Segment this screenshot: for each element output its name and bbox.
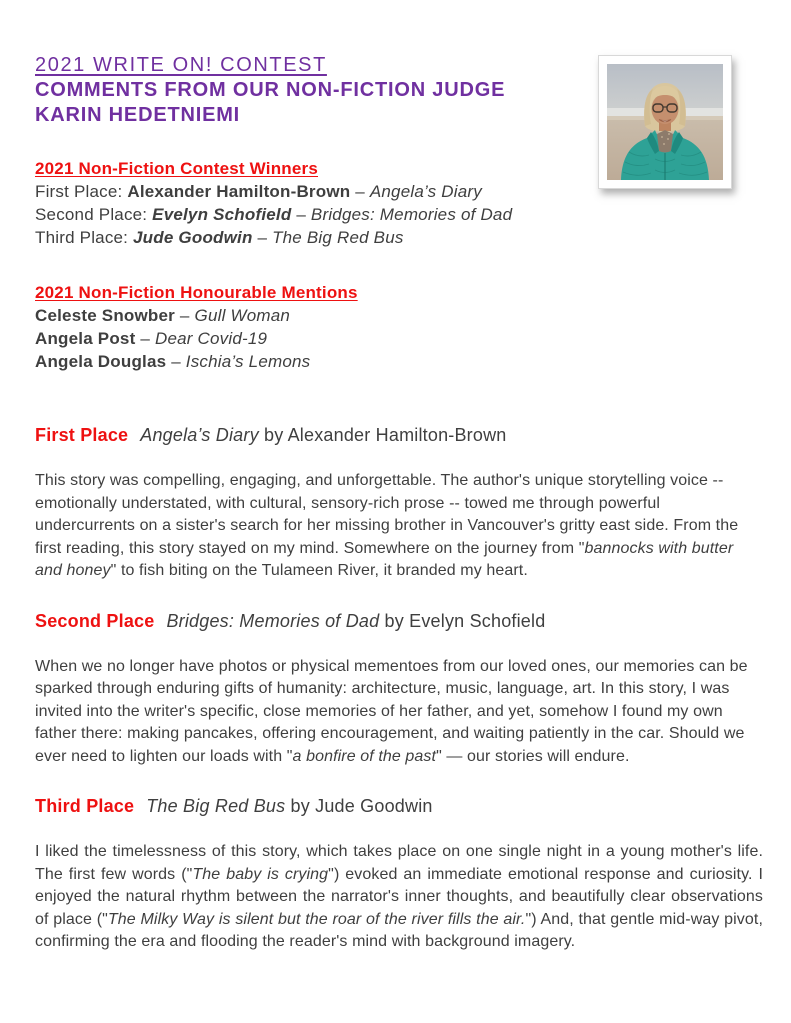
separator-dash: –: [135, 329, 155, 348]
section-heading: [35, 609, 763, 633]
mention-row: [35, 304, 595, 327]
place-label: Third Place:: [35, 228, 134, 247]
story-title: The Big Red Bus: [272, 228, 404, 247]
winners-section: [35, 157, 595, 249]
mention-row: [35, 350, 595, 373]
place-label: First Place:: [35, 182, 128, 201]
contest-title: 2021 WRITE ON! CONTEST: [35, 54, 327, 76]
winner-row-third: [35, 226, 595, 249]
first-place-section: [35, 423, 763, 583]
separator-dash: –: [350, 182, 370, 201]
separator-dash: –: [175, 306, 195, 325]
place-label: Third Place: [35, 796, 135, 816]
mentions-heading: 2021 Non-Fiction Honourable Mentions: [35, 283, 358, 302]
third-place-section: [35, 794, 763, 954]
author-name: Celeste Snowber: [35, 306, 175, 325]
judge-comment-paragraph: This story was compelling, engaging, and unforgettable. The author's unique storytelling voice -- emotionally understated, with cultural, sensory-rich prose -- towed me through powerful undercurrents on a sister's search for her missing brother in Vancouver's gritty east side. From the first reading, this story stayed on my mind. Somewhere on the journey from "bannocks with butter and honey" to fish biting on the Tulameen River, it branded my heart.: [35, 472, 739, 579]
story-title: Angela’s Diary: [369, 182, 482, 201]
story-title: Dear Covid-19: [154, 329, 268, 348]
separator-dash: –: [166, 352, 186, 371]
winner-row-second: [35, 203, 595, 226]
story-title: Bridges: Memories of Dad: [310, 205, 513, 224]
author-name: Angela Post: [35, 329, 136, 348]
story-title: Bridges: Memories of Dad: [166, 610, 380, 631]
mention-row: [35, 327, 595, 350]
story-title: Angela’s Diary: [140, 425, 259, 445]
story-title: The Big Red Bus: [146, 796, 286, 816]
judge-portrait-image: [607, 64, 723, 180]
story-title: Gull Woman: [194, 306, 291, 325]
byline: by Evelyn Schofield: [379, 610, 546, 631]
winner-name: Alexander Hamilton-Brown: [127, 182, 351, 201]
place-label: Second Place:: [35, 205, 153, 224]
judge-photo: [598, 55, 732, 189]
winner-row-first: [35, 180, 595, 203]
place-label: First Place: [35, 425, 129, 445]
judge-comments-heading: COMMENTS FROM OUR NON-FICTION JUDGE: [35, 79, 506, 101]
separator-dash: –: [291, 205, 311, 224]
second-place-section: [35, 609, 763, 769]
section-heading: [35, 794, 763, 818]
honourable-mentions-section: [35, 281, 595, 373]
section-heading: [35, 423, 763, 447]
judge-comment-paragraph: I liked the timelessness of this story, which takes place on one single night in a young mother's life. The first few words ("The baby is crying") evoked an immediate emotional response and curiosity. I enjoyed the natural rhythm between the narrator's inner thoughts, and beautifully clear observations of place ("The Milky Way is silent but the roar of the river fills the air.") And, that gentle mid-way pivot, confirming the era and flooding the reader's mind with background imagery.: [35, 843, 763, 950]
byline: by Alexander Hamilton-Brown: [258, 425, 507, 445]
winner-name: Jude Goodwin: [133, 228, 253, 247]
judge-name: KARIN HEDETNIEMI: [35, 104, 241, 126]
winners-heading: 2021 Non-Fiction Contest Winners: [35, 159, 318, 178]
story-title: Ischia’s Lemons: [185, 352, 311, 371]
place-label: Second Place: [35, 610, 155, 631]
separator-dash: –: [252, 228, 273, 247]
byline: by Jude Goodwin: [285, 796, 433, 816]
author-name: Angela Douglas: [35, 352, 167, 371]
winner-name: Evelyn Schofield: [152, 205, 292, 224]
judge-comment-paragraph: When we no longer have photos or physical mementoes from our loved ones, our memories can be sparked through enduring gifts of humanity: architecture, music, language, art. In this story, I was invited into the writer's specific, close memories of her father, and yet, somehow I found my own father there: making pancakes, offering encouragement, and waiting patiently in the car. Should we ever need to lighten our loads with "a bonfire of the past" — our stories will endure.: [35, 657, 748, 765]
